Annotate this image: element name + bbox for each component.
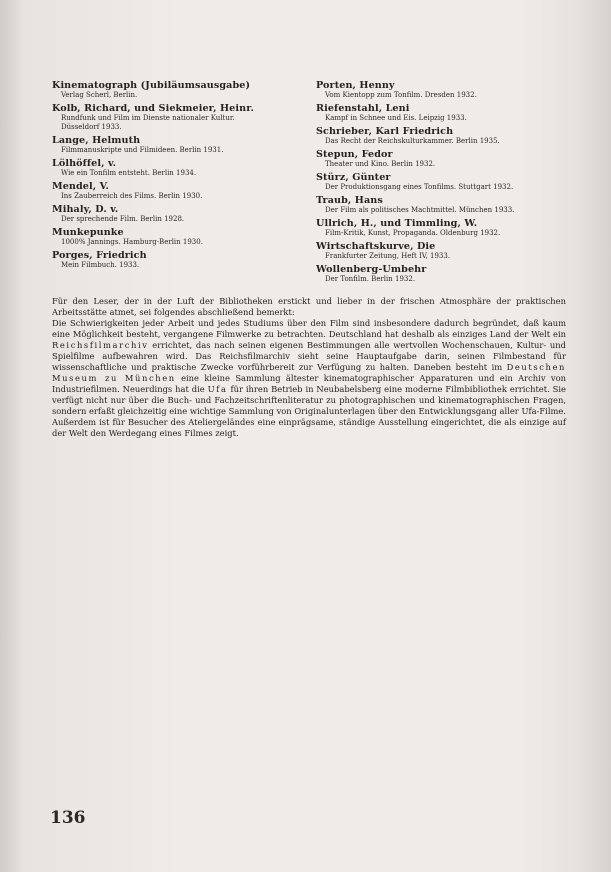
entry-detail: 1000% Jannings. Hamburg-Berlin 1930. [61,238,203,246]
entry-author: Mendel, V. [52,181,109,192]
bibliography-entry [316,103,571,123]
entry-author: Wollenberg-Umbehr [316,264,427,275]
bibliography-entry [316,195,571,215]
entry-author: Porten, Henny [316,80,395,91]
entry-detail: Kampf in Schnee und Eis. Leipzig 1933. [325,114,467,122]
entry-detail: Mein Filmbuch. 1933. [61,261,140,269]
entry-detail: Wie ein Tonfilm entsteht. Berlin 1934. [61,169,197,177]
entry-detail: Der Produktionsgang eines Tonfilms. Stuttgart 1932. [325,183,514,191]
body-text: Die Schwierigkeiten jeder Arbeit und jedes Studiums über den Film sind insbesondere dadurch begründet, daß kaum eine Möglichkeit besteht, vergangene Filmwerke zu betrachten. Deutschland hat deshalb als einziges Land der Welt ein [52,318,566,339]
intro-sentence: Für den Leser, der in der Luft der Bibliotheken erstickt und lieber in der frischen Atmosphäre der praktischen Arbeitsstätte atmet, sei folgendes abschließend bemerkt: [52,296,566,317]
bibliography-entry [52,135,297,155]
entry-author: Ullrich, H., und Timmling, W. [316,218,478,229]
bibliography-left-column [52,80,297,273]
bibliography-entry [316,80,571,100]
bibliography-entry [316,172,571,192]
entry-author: Lange, Helmuth [52,135,141,146]
entry-detail: Frankfurter Zeitung, Heft IV, 1933. [325,252,451,260]
reichsfilmarchiv-term: Reichsfilmarchiv [52,340,149,350]
bibliography-entry [316,218,571,238]
bibliography-entry [52,250,297,270]
ufa-term: Ufa [207,384,228,394]
closing-paragraph [52,296,566,439]
bibliography-entry [52,80,297,100]
entry-detail: Rundfunk und Film im Dienste nationaler Kultur. [61,114,235,122]
entry-author: Schrieber, Karl Friedrich [316,126,454,137]
bibliography-entry [52,158,297,178]
body-text: für ihren Betrieb in Neubabelsberg eine moderne Filmbibliothek errichtet. Sie verfügt nicht nur über die Buch- und Fachzeitschriftenliteratur zu photographischen und kinematographischen Fragen, sondern erfaßt gleichzeitig eine wichtige Sammlung von Originalunterlagen über den Entwicklungsgang aller Ufa-Filme. Außerdem ist für Besucher des Ateliergeländes eine einprägsame, ständige Ausstellung eingerichtet, die als einzige auf der Welt den Werdegang eines Filmes zeigt. [52,384,566,438]
page-number: 136 [50,808,86,828]
bibliography-entry [316,149,571,169]
bibliography-entry [316,126,571,146]
entry-detail: Der Film als politisches Machtmittel. München 1933. [325,206,515,214]
entry-author: Traub, Hans [316,195,383,206]
bibliography-entry [52,103,297,132]
entry-author: Riefenstahl, Leni [316,103,410,114]
entry-detail: Film-Kritik, Kunst, Propaganda. Oldenburg 1932. [325,229,501,237]
entry-detail: Der sprechende Film. Berlin 1928. [61,215,185,223]
entry-author: Stepun, Fedor [316,149,393,160]
entry-detail: Vom Kientopp zum Tonfilm. Dresden 1932. [325,91,477,99]
body-text: errichtet, das nach seinen eigenen Bestimmungen alle wertvollen Wochenschauen, Kultur- und Spielfilme aufbewahren wird. Das Reichsfilmarchiv sieht seine Hauptaufgabe darin, seinen Filmbestand für wissenschaftliche und praktische Zwecke vorführbereit zur Verfügung zu halten. Daneben besteht im [52,340,566,372]
entry-author: Kinematograph (Jubiläumsausgabe) [52,80,251,91]
body-text: eine kleine Sammlung ältester kinematographischer Apparaturen und ein Archiv von Industriefilmen. Neuerdings hat die [52,373,566,394]
entry-detail: Düsseldorf 1933. [61,123,122,131]
entry-author: Wirtschaftskurve, Die [316,241,436,252]
entry-author: Mihaly, D. v. [52,204,119,215]
entry-detail: Der Tonfilm. Berlin 1932. [325,275,416,283]
entry-detail: Ins Zauberreich des Films. Berlin 1930. [61,192,203,200]
entry-author: Lölhöffel, v. [52,158,117,169]
entry-author: Stürz, Günter [316,172,391,183]
entry-author: Kolb, Richard, und Siekmeier, Heinr. [52,103,254,114]
bibliography-right-column [316,80,571,287]
entry-author: Munkepunke [52,227,124,238]
entry-author: Porges, Friedrich [52,250,147,261]
entry-detail: Theater und Kino. Berlin 1932. [325,160,436,168]
bibliography-entry [52,181,297,201]
bibliography-entry [52,227,297,247]
entry-detail: Filmmanuskripte und Filmideen. Berlin 1931. [61,146,224,154]
museum-term: Deutschen Museum zu München [52,362,566,383]
bibliography-entry [316,264,571,284]
body-paragraph [52,318,566,439]
bibliography-entry [316,241,571,261]
entry-detail: Das Recht der Reichskulturkammer. Berlin 1935. [325,137,500,145]
entry-detail: Verlag Scherl, Berlin. [61,91,138,99]
bibliography-entry [52,204,297,224]
